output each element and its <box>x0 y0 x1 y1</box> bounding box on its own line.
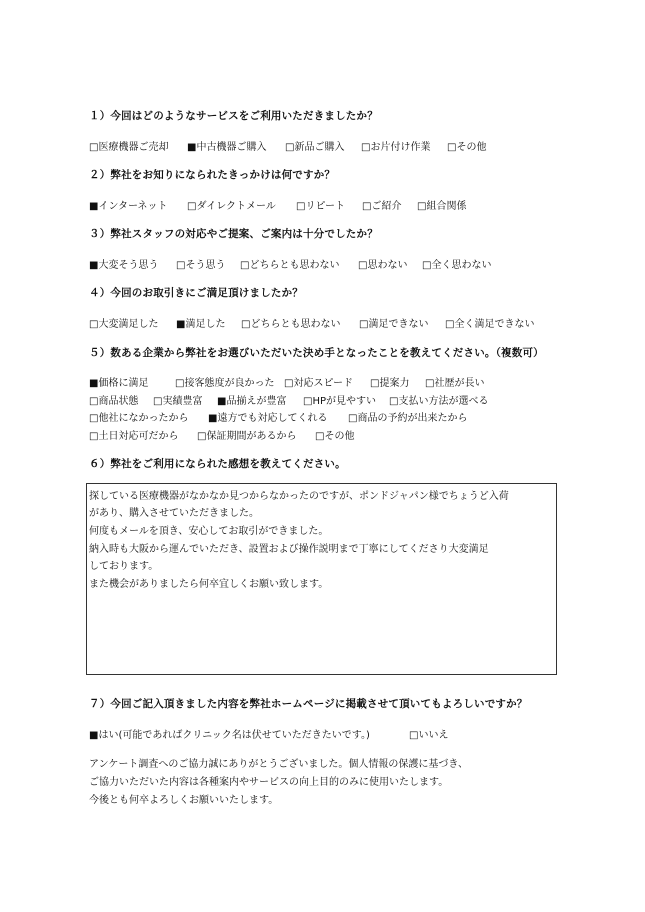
question-5-row-4 <box>89 427 354 442</box>
option: □実績豊富 <box>153 396 203 407</box>
option: □どちらとも思わない <box>241 319 341 330</box>
option: ■インターネット <box>89 201 168 212</box>
question-5-row-3 <box>89 409 467 424</box>
option: ■はい(可能であればクリニック名は伏せていただきたいです。) <box>89 730 370 741</box>
option: □HPが見やすい <box>303 396 376 407</box>
option: ■大変そう思う <box>89 260 159 271</box>
option: □支払い方法が選べる <box>389 396 489 407</box>
option: □商品の予約が出来たから <box>348 413 468 424</box>
option: □その他 <box>447 142 487 153</box>
option: □保証期間があるから <box>197 431 297 442</box>
question-1-options <box>89 138 486 153</box>
option: □全く満足できない <box>445 319 535 330</box>
option: □社歴が長い <box>425 378 485 389</box>
question-4-options <box>89 315 534 330</box>
option: □思わない <box>358 260 408 271</box>
comment-line: 納入時も大阪から運んでいただき、設置および操作説明まで丁寧にしてくださり大変満足 <box>89 544 489 555</box>
option: □対応スピード <box>284 378 354 389</box>
option: □リピート <box>296 201 346 212</box>
option: □どちらとも思わない <box>240 260 340 271</box>
option: □ご紹介 <box>362 201 402 212</box>
closing-line: ご協力いただいた内容は各種案内やサービスの向上目的のみに使用いたします。 <box>89 777 449 788</box>
question-3-options <box>89 256 491 271</box>
closing-line: アンケート調査へのご協力誠にありがとうございました。個人情報の保護に基づき、 <box>89 759 468 770</box>
comment-line: しております。 <box>89 561 159 572</box>
option: ■満足した <box>176 319 226 330</box>
option: □接客態度が良かった <box>175 378 275 389</box>
option: ■品揃えが豊富 <box>217 396 287 407</box>
question-2-title: ２）弊社をお知りになられたきっかけは何ですか？ <box>89 169 336 181</box>
comment-line: また機会がありましたら何卒宜しくお願い致します。 <box>89 579 329 590</box>
comment-line: 何度もメールを頂き、安心してお取引ができました。 <box>89 526 329 537</box>
option: □お片付け作業 <box>361 142 431 153</box>
question-4-title: ４）今回のお取引きにご満足頂けましたか？ <box>89 287 303 299</box>
option: □組合関係 <box>417 201 467 212</box>
option: □他社になかったから <box>89 413 189 424</box>
option: □その他 <box>315 431 355 442</box>
question-1-title: １）今回はどのようなサービスをご利用いただきましたか？ <box>89 110 378 122</box>
option: □大変満足した <box>89 319 159 330</box>
closing-line: 今後とも何卒よろしくお願いいたします。 <box>89 795 279 806</box>
question-7-title: ７）今回ご記入頂きました内容を弊社ホームページに掲載させて頂いてもよろしいですか？ <box>89 698 528 710</box>
option: □土日対応可だから <box>89 431 179 442</box>
option: □新品ご購入 <box>285 142 345 153</box>
option: □医療機器ご売却 <box>89 142 169 153</box>
question-5-title: ５）数ある企業から弊社をお選びいただいた決め手となったことを教えてください。（複数可） <box>89 347 544 359</box>
comment-line: 探している医療機器がなかなか見つからなかったのですが、ポンドジャパン様でちょうど入荷 <box>89 491 509 502</box>
comment-line: があり、購入させていただきました。 <box>89 508 259 519</box>
question-7-options <box>89 726 448 741</box>
option: □商品状態 <box>89 396 139 407</box>
option: □ダイレクトメール <box>187 201 276 212</box>
option: □提案力 <box>370 378 410 389</box>
question-6-title: ６）弊社をご利用になられた感想を教えてください。 <box>89 458 346 470</box>
option: □全く思わない <box>422 260 492 271</box>
option: □満足できない <box>359 319 429 330</box>
option: □そう思う <box>176 260 226 271</box>
question-5-row-2 <box>89 392 488 407</box>
option: ■中古機器ご購入 <box>187 142 267 153</box>
option: ■価格に満足 <box>89 378 149 389</box>
option: □いいえ <box>409 730 449 741</box>
question-2-options <box>89 197 466 212</box>
question-3-title: ３）弊社スタッフの対応やご提案、ご案内は十分でしたか？ <box>89 228 378 240</box>
option: ■遠方でも対応してくれる <box>208 413 328 424</box>
question-5-row-1 <box>89 374 484 389</box>
